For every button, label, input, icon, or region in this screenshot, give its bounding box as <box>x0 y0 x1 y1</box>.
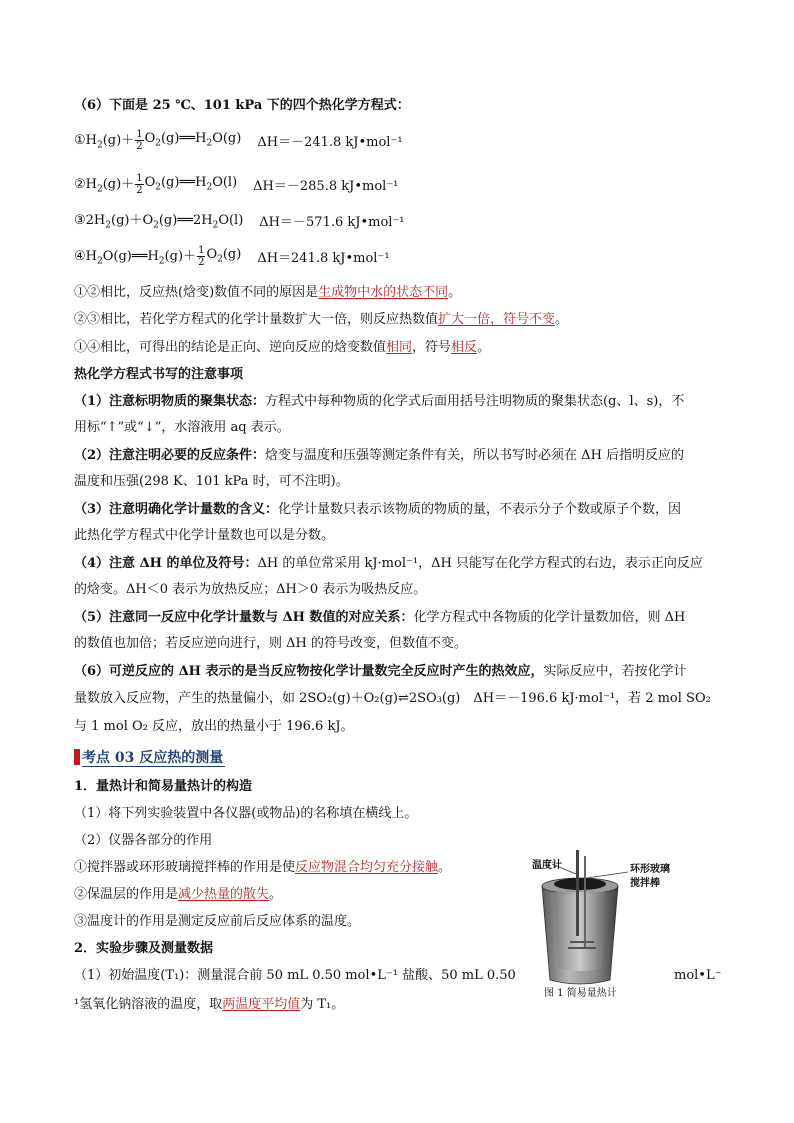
section-heading <box>74 747 225 767</box>
fraction: $\frac{1}{2}$ <box>198 244 205 268</box>
equation-3: ③ $2H_2(g)+O_2(g)══2H_2O(l)$ ΔH＝－571.6 kJ•mol⁻¹ <box>74 212 405 231</box>
answer-blank: 扩大一倍，符号不变 <box>438 312 556 327</box>
equation-enthalpy: ΔH＝241.8 kJ•mol⁻¹ <box>257 250 390 266</box>
fraction: $\frac{1}{2}$ <box>136 172 143 196</box>
note-3-line-2: 此热化学方程式中化学计量数也可以是分数。 <box>74 528 335 543</box>
equation-1: ① $H_2(g)+$ $\frac{1}{2}$ $O_2(g)══H_2O(g)$ ΔH＝－241.8 kJ•mol⁻¹ <box>74 128 403 152</box>
calorimeter-figure <box>520 848 680 998</box>
section-marker <box>74 749 80 765</box>
note-text: 方程式中每种物质的化学式后面用括号注明物质的聚集状态(g、l、s)，不 <box>265 394 685 409</box>
notes-title: 热化学方程式书写的注意事项 <box>74 367 244 382</box>
role-thermometer <box>74 913 360 931</box>
note-6-line-3: 与 1 mol O₂ 反应，放出的热量小于 196.6 kJ。 <box>74 719 354 734</box>
role-text: 。 <box>269 887 283 902</box>
note-3-line-1 <box>74 501 681 519</box>
step-1-line-1: （1）初始温度(T₁)：测量混合前 50 mL 0.50 mol•L⁻¹ 盐酸、50 mL 0.50 <box>74 968 516 983</box>
note-text: 实际反应中，若按化学计 <box>543 664 687 679</box>
comparison-text: 。 <box>477 340 491 355</box>
note-2-line-1 <box>74 447 684 465</box>
note-1-line-2: 用标“↑”或“↓”，水溶液用 aq 表示。 <box>74 420 290 435</box>
equations-intro: （6）下面是 25 ℃、101 kPa 下的四个热化学方程式： <box>74 98 410 113</box>
role-stirrer <box>74 859 451 877</box>
note-1-line-1 <box>74 393 684 411</box>
instruction-roles: （2）仪器各部分的作用 <box>74 833 213 848</box>
answer-blank: 反应物混合均匀充分接触 <box>295 860 439 875</box>
answer-blank: 两温度平均值 <box>222 997 301 1012</box>
equation-enthalpy: ΔH＝－571.6 kJ•mol⁻¹ <box>259 214 405 230</box>
label-stirrer-1: 环形玻璃 <box>630 864 670 875</box>
label-thermometer: 温度计 <box>532 860 562 871</box>
label-stirrer-2: 搅拌棒 <box>630 878 660 889</box>
equation-2: ② $H_2(g)+$ $\frac{1}{2}$ $O_2(g)══H_2O(l)$ ΔH＝－285.8 kJ•mol⁻¹ <box>74 172 399 196</box>
note-heading: （6）可逆反应的 ΔH 表示的是当反应物按化学计量数完全反应时产生的热效应， <box>74 664 544 679</box>
answer-blank: 生成物中水的状态不同 <box>318 285 449 300</box>
note-heading: （1）注意标明物质的聚集状态： <box>74 394 266 409</box>
note-text: ΔH 的单位常采用 kJ·mol⁻¹，ΔH 只能写在化学方程式的右边，表示正向反应 <box>257 556 703 571</box>
equation-enthalpy: ΔH＝－241.8 kJ•mol⁻¹ <box>257 134 403 150</box>
instruction-fill-names: （1）将下列实验装置中各仪器(或物品)的名称填在横线上。 <box>74 806 418 821</box>
note-heading: （4）注意 ΔH 的单位及符号： <box>74 556 258 571</box>
role-text: 。 <box>438 860 452 875</box>
note-4-line-2: 的焓变。ΔH＜0 表示为放热反应；ΔH＞0 表示为吸热反应。 <box>74 582 427 597</box>
answer-blank: 相同 <box>386 340 413 355</box>
step-1-unit: mol•L⁻ <box>674 968 722 983</box>
fraction: $\frac{1}{2}$ <box>136 128 143 152</box>
comparison-2 <box>74 311 568 329</box>
comparison-3 <box>74 339 490 357</box>
note-5-line-1 <box>74 609 685 627</box>
subsection-2-title: 2．实验步骤及测量数据 <box>74 941 214 956</box>
role-insulation <box>74 886 282 904</box>
step-1-line-2 <box>74 996 344 1014</box>
equation-4: ④ $H_2O(g)══H_2(g)+$ $\frac{1}{2}$ $O_2(g)$ ΔH＝241.8 kJ•mol⁻¹ <box>74 244 390 268</box>
figure-caption: 图 1 简易量热计 <box>544 988 617 999</box>
section-title: 考点 03 反应热的测量 <box>82 750 224 766</box>
comparison-text: ①②相比，反应热(焓变)数值不同的原因是 <box>74 285 319 300</box>
role-text: ①搅拌器或环形玻璃搅拌棒的作用是使 <box>74 860 296 875</box>
comparison-text: ，符号 <box>412 340 452 355</box>
note-6-line-2: 量数放入反应物，产生的热量偏小，如 2SO₂(g)＋O₂(g)⇌2SO₃(g) ΔH＝－196.6 kJ·mol⁻¹，若 2 mol SO₂ <box>74 691 711 706</box>
comparison-text: 。 <box>555 312 569 327</box>
comparison-1 <box>74 284 461 302</box>
answer-blank: 减少热量的散失 <box>178 887 270 902</box>
comparison-text: 。 <box>448 285 462 300</box>
role-text: ②保温层的作用是 <box>74 887 179 902</box>
step-text: ¹氢氧化钠溶液的温度，取 <box>74 997 223 1012</box>
note-heading: （2）注意注明必要的反应条件： <box>74 448 266 463</box>
note-heading: （5）注意同一反应中化学计量数与 ΔH 数值的对应关系： <box>74 610 414 625</box>
comparison-text: ②③相比，若化学方程式的化学计量数扩大一倍，则反应热数值 <box>74 312 439 327</box>
equation-marker: ④ <box>74 248 86 264</box>
note-6-line-1 <box>74 663 686 681</box>
note-4-line-1 <box>74 555 703 573</box>
equation-marker: ① <box>74 132 86 148</box>
answer-blank: 相反 <box>451 340 478 355</box>
comparison-text: ①④相比，可得出的结论是正向、逆向反应的焓变数值 <box>74 340 387 355</box>
note-text: 化学方程式中各物质的化学计量数加倍，则 ΔH <box>413 610 686 625</box>
note-heading: （3）注意明确化学计量数的含义： <box>74 502 279 517</box>
note-text: 化学计量数只表示该物质的物质的量，不表示分子个数或原子个数，因 <box>278 502 682 517</box>
note-2-line-2: 温度和压强(298 K、101 kPa 时，可不注明)。 <box>74 474 349 489</box>
note-text: 焓变与温度和压强等测定条件有关，所以书写时必须在 ΔH 后指明反应的 <box>265 448 685 463</box>
role-text: ③温度计的作用是测定反应前后反应体系的温度。 <box>74 914 361 929</box>
equation-marker: ② <box>74 176 86 192</box>
subsection-1-title: 1．量热计和简易量热计的构造 <box>74 779 253 794</box>
note-5-line-2: 的数值也加倍；若反应逆向进行，则 ΔH 的符号改变，但数值不变。 <box>74 636 467 651</box>
equation-marker: ③ <box>74 212 86 228</box>
equation-enthalpy: ΔH＝－285.8 kJ•mol⁻¹ <box>253 178 399 194</box>
step-text: 为 T₁。 <box>300 997 345 1012</box>
